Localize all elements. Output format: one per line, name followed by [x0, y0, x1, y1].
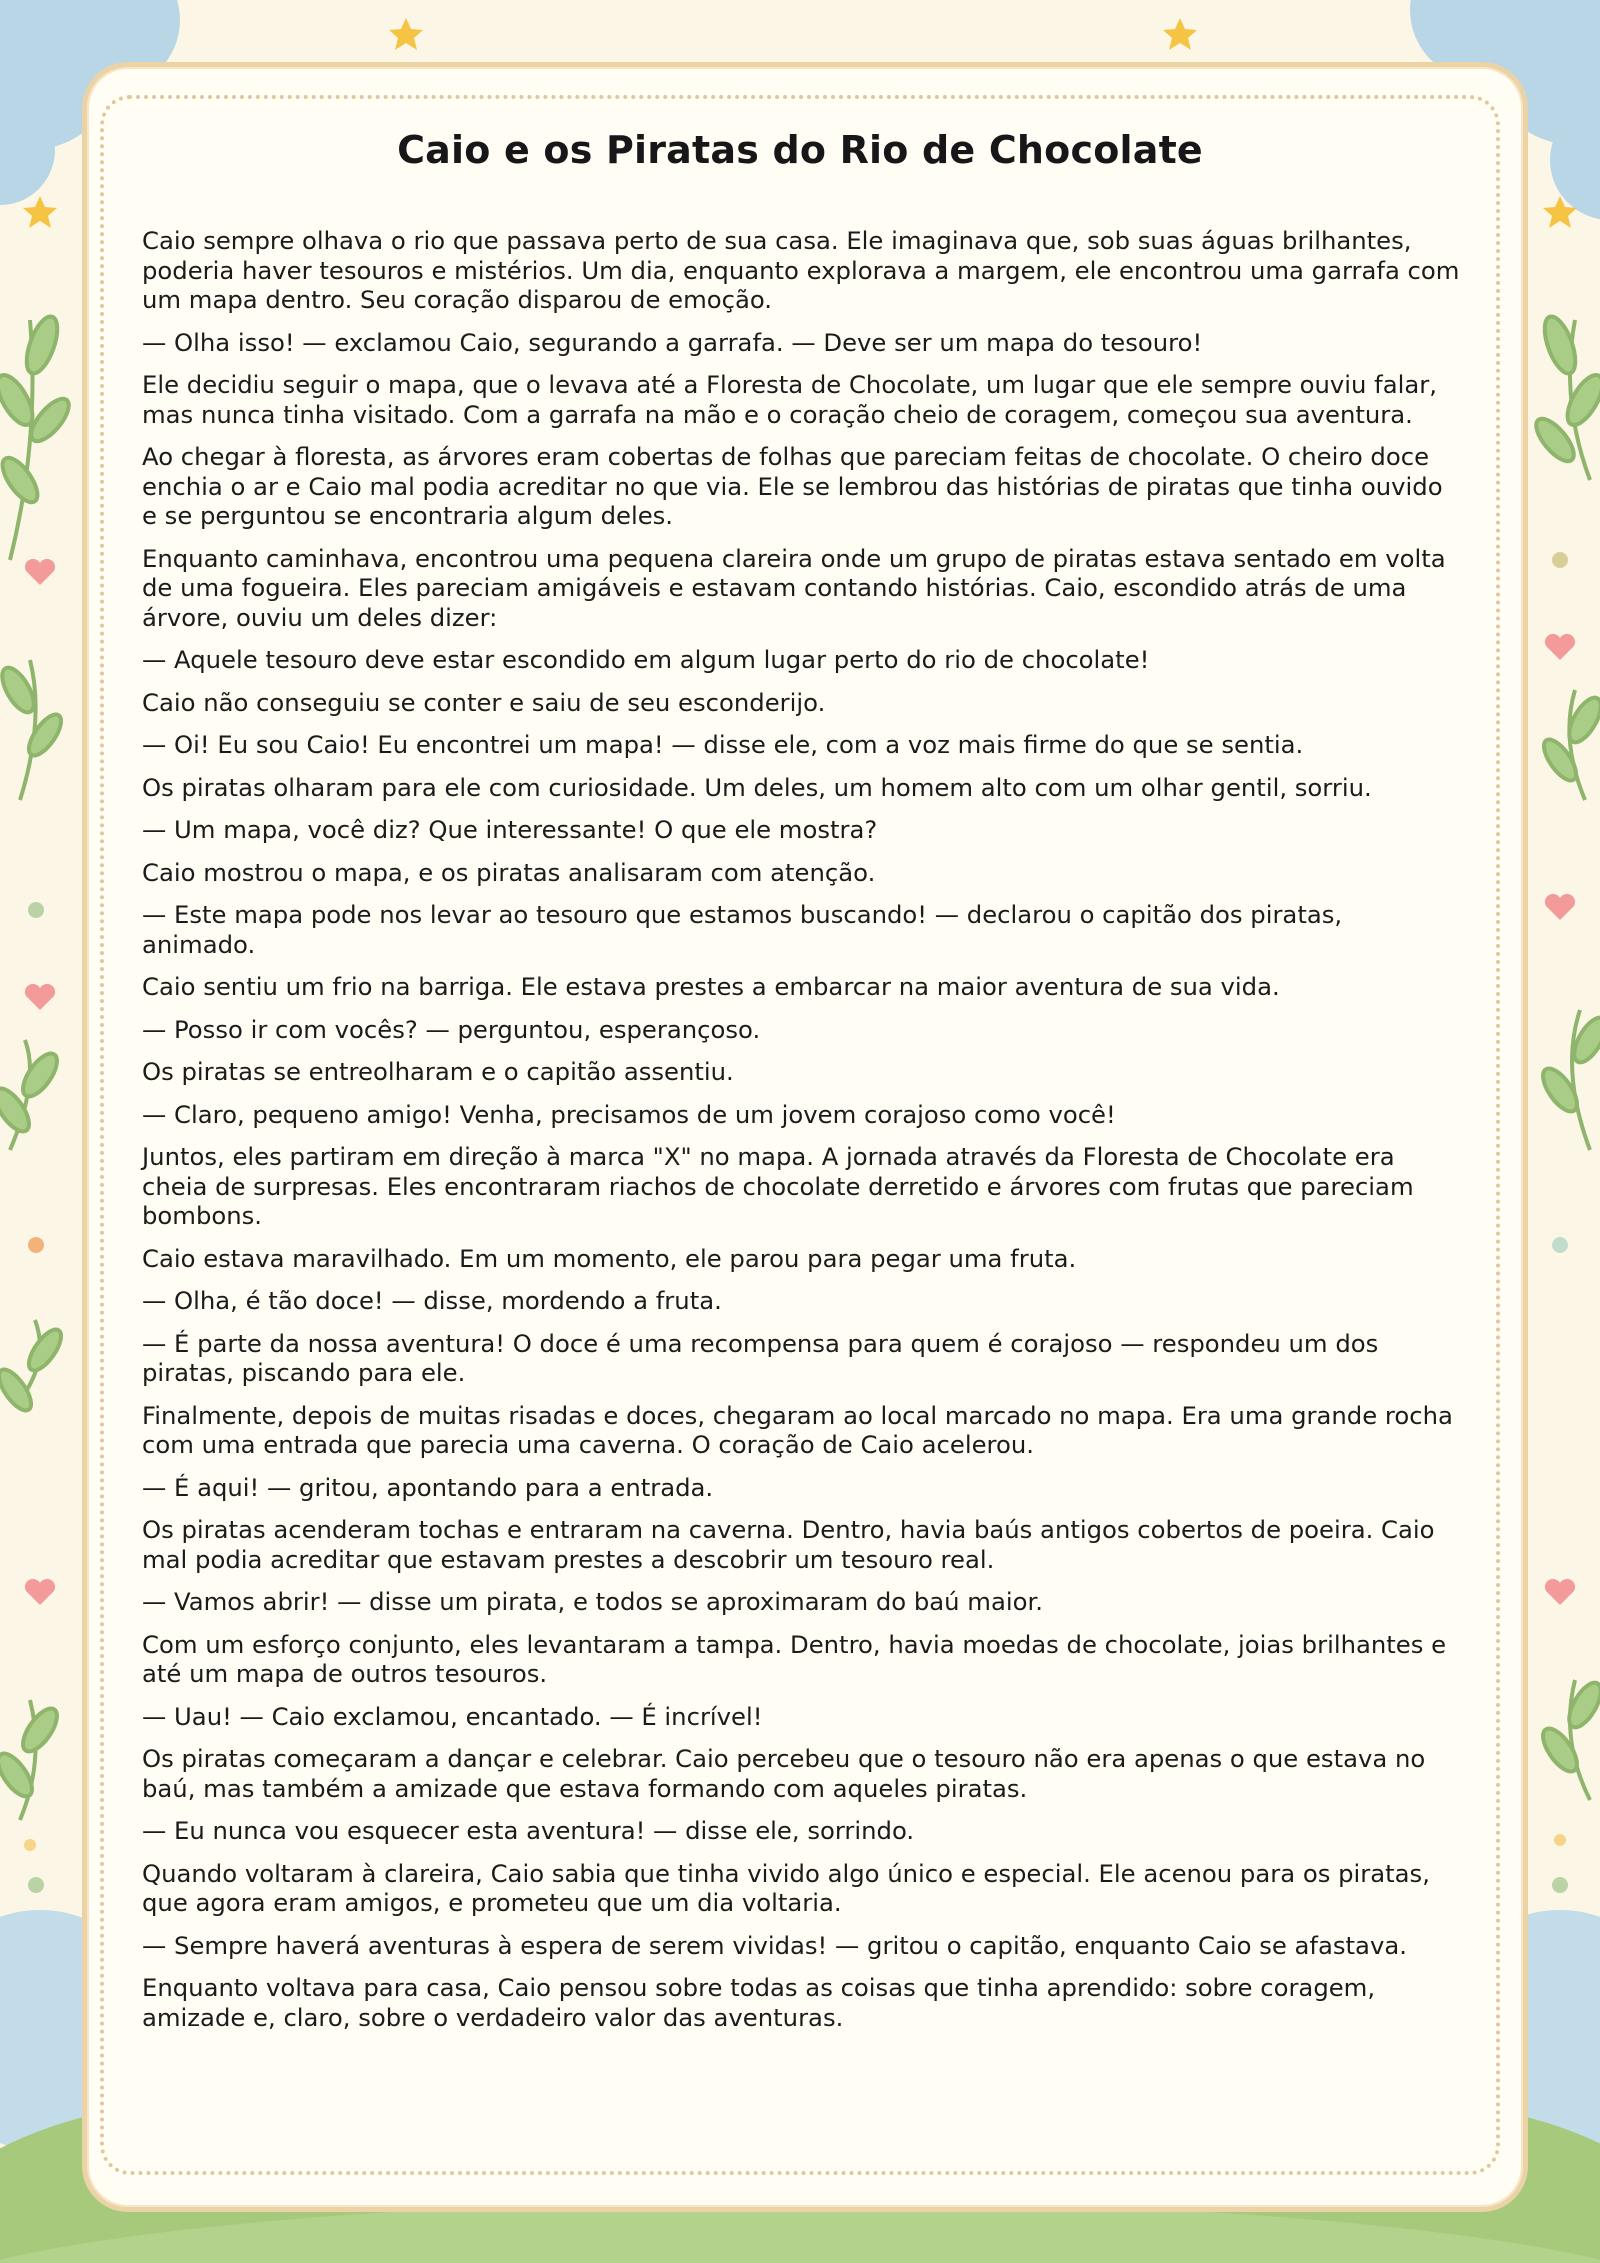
- story-body: [142, 226, 1462, 2045]
- story-paragraph: Com um esforço conjunto, eles levantaram a tampa. Dentro, havia moedas de chocolate, joias brilhantes e até um mapa de outros tesouros.: [142, 1629, 1447, 1688]
- story-paragraph: — É aqui! — gritou, apontando para a entrada.: [142, 1472, 714, 1502]
- story-paragraph: — Oi! Eu sou Caio! Eu encontrei um mapa! — disse ele, com a voz mais firme do que se sentia.: [142, 730, 1304, 759]
- story-paragraph: — Este mapa pode nos levar ao tesouro que estamos buscando! — declarou o capitão dos piratas, animado.: [142, 900, 1343, 959]
- story-paragraph: — Sempre haverá aventuras à espera de serem vividas! — gritou o capitão, enquanto Caio se afastava.: [142, 1930, 1407, 1960]
- story-paragraph: Ele decidiu seguir o mapa, que o levava até a Floresta de Chocolate, um lugar que ele sempre ouviu falar, mas nunca tinha visitado. Com a garrafa na mão e o coração cheio de coragem, começou sua aventura.: [142, 370, 1437, 429]
- story-paragraph: Juntos, eles partiram em direção à marca "X" no mapa. A jornada através da Floresta de Chocolate era cheia de surpresas. Eles encontraram riachos de chocolate derretido e árvores com frutas que pareciam bombons.: [142, 1142, 1414, 1230]
- story-paragraph: — Um mapa, você diz? Que interessante! O que ele mostra?: [142, 815, 878, 844]
- story-paragraph: Os piratas começaram a dançar e celebrar. Caio percebeu que o tesouro não era apenas o que estava no baú, mas também a amizade que estava formando com aqueles piratas.: [142, 1744, 1426, 1803]
- story-paragraph: — Posso ir com vocês? — perguntou, esperançoso.: [142, 1014, 761, 1044]
- story-paragraph: Os piratas acenderam tochas e entraram na caverna. Dentro, havia baús antigos cobertos de poeira. Caio mal podia acreditar que estavam prestes a descobrir um tesouro real.: [142, 1515, 1435, 1574]
- story-paragraph: Caio sentiu um frio na barriga. Ele estava prestes a embarcar na maior aventura de sua vida.: [142, 972, 1280, 1001]
- story-paragraph: — É parte da nossa aventura! O doce é uma recompensa para quem é corajoso — respondeu um dos piratas, piscando para ele.: [142, 1328, 1379, 1387]
- story-paragraph: Caio não conseguiu se conter e saiu de seu esconderijo.: [142, 687, 826, 717]
- story-paragraph: — Olha isso! — exclamou Caio, segurando a garrafa. — Deve ser um mapa do tesouro!: [142, 327, 1203, 357]
- story-paragraph: Enquanto voltava para casa, Caio pensou sobre todas as coisas que tinha aprendido: sobre coragem, amizade e, claro, sobre o verdadeiro valor das aventuras.: [142, 1973, 1376, 2032]
- story-paragraph: Caio sempre olhava o rio que passava perto de sua casa. Ele imaginava que, sob suas águas brilhantes, poderia haver tesouros e mistérios. Um dia, enquanto explorava a margem, ele encontrou uma garrafa com um mapa dentro. Seu coração disparou de emoção.: [142, 226, 1460, 314]
- story-paragraph: Caio estava maravilhado. Em um momento, ele parou para pegar uma fruta.: [142, 1243, 1077, 1273]
- story-paragraph: Os piratas olharam para ele com curiosidade. Um deles, um homem alto com um olhar gentil, sorriu.: [142, 772, 1372, 802]
- story-paragraph: Ao chegar à floresta, as árvores eram cobertas de folhas que pareciam feitas de chocolate. O cheiro doce enchia o ar e Caio mal podia acreditar no que via. Ele se lembrou das histórias de piratas que tinha ouvido e se perguntou se encontraria algum deles.: [142, 442, 1443, 530]
- story-paragraph: Quando voltaram à clareira, Caio sabia que tinha vivido algo único e especial. Ele acenou para os piratas, que agora eram amigos, e prometeu que um dia voltaria.: [142, 1858, 1430, 1917]
- story-paragraph: — Vamos abrir! — disse um pirata, e todos se aproximaram do baú maior.: [142, 1587, 1043, 1616]
- story-paragraph: Finalmente, depois de muitas risadas e doces, chegaram ao local marcado no mapa. Era uma grande rocha com uma entrada que parecia uma caverna. O coração de Caio acelerou.: [142, 1400, 1453, 1459]
- page-title: Caio e os Piratas do Rio de Chocolate: [397, 128, 1203, 172]
- story-paragraph: Enquanto caminhava, encontrou uma pequena clareira onde um grupo de piratas estava sentado em volta de uma fogueira. Eles pareciam amigáveis e estavam contando histórias. Caio, escondido atrás de uma árvore, ouviu um deles dizer:: [142, 543, 1446, 632]
- story-paragraph: — Olha, é tão doce! — disse, mordendo a fruta.: [142, 1286, 722, 1315]
- story-paragraph: — Eu nunca vou esquecer esta aventura! — disse ele, sorrindo.: [142, 1816, 915, 1845]
- story-paragraph: — Uau! — Caio exclamou, encantado. — É incrível!: [142, 1701, 763, 1731]
- story-paragraph: — Claro, pequeno amigo! Venha, precisamos de um jovem corajoso como você!: [142, 1099, 1116, 1129]
- story-paragraph: Caio mostrou o mapa, e os piratas analisaram com atenção.: [142, 857, 876, 887]
- story-paragraph: Os piratas se entreolharam e o capitão assentiu.: [142, 1057, 734, 1086]
- story-paragraph: — Aquele tesouro deve estar escondido em algum lugar perto do rio de chocolate!: [142, 645, 1150, 674]
